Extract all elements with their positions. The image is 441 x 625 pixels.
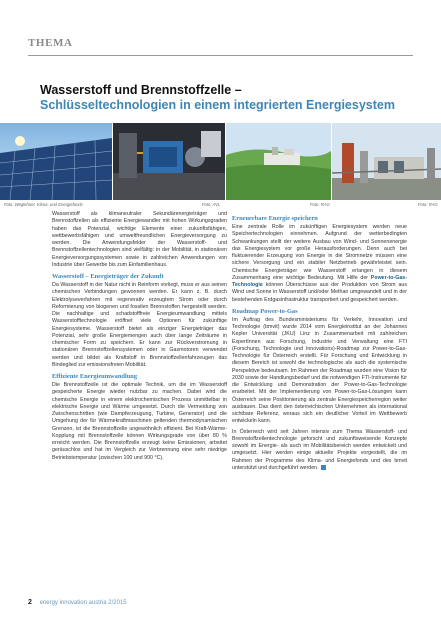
- article-title: Wasserstoff und Brennstoffzelle –: [40, 83, 242, 97]
- paragraph: Da Wasserstoff in der Natur nicht in Reinform vorliegt, muss er aus seinen chemischen Verbindungen gewonnen werden. Er kann z. B. durch Elektrolyseverfahren mit regenerativ erzeugtem Strom oder durch Reformierung von biogenen und fossilen Brennstoffen hergestellt werden. Die nachhaltige und schadstofffreie Energieumwandlung mittels Wasserstofftechnologie eröffnet viele Optionen für zukünftige Energiesysteme. Wasserstoff bietet als einziger Energieträger das Potenzial, sehr große Energiemengen auch über lange Zeiträume in chemischer Form zu speichern. Er kann zur Rückverstromung in stationären Brennstoffzellensystemen oder in Gasmotoren verwendet werden und bildet als Kraftstoff in Brennstoffzellenfahrzeugen das Bindeglied zur emissionsfreien Mobilität.: [52, 282, 227, 368]
- photo-test-rig: [113, 123, 225, 200]
- section-label: THEMA: [28, 37, 73, 49]
- photo-credit: Foto: Weglehner, Klima- und Energiefonds: [4, 202, 83, 207]
- section-heading: Erneuerbare Energie speichern: [232, 215, 318, 222]
- photo-credit: Foto: RAG: [418, 202, 438, 207]
- photo-industrial-site: [332, 123, 441, 200]
- section-heading: Roadmap Power-to-Gas: [232, 307, 298, 315]
- section-heading: Effiziente Energieumwandlung: [52, 373, 138, 380]
- photo-solar-panels: [0, 123, 112, 200]
- paragraph-text: können Überschüsse aus der Produktion von Strom aus Wind und Sonne in Wasserstoff und/oder Methan umgewandelt und in der bestehenden Erdgasinfrastruktur transportiert und gespeichert werden.: [232, 282, 407, 303]
- page-number: 2: [28, 599, 32, 606]
- page-footer: [28, 599, 127, 606]
- paragraph-text: Eine zentrale Rolle im zukünftigen Energiesystem werden neue Speichertechnologien einnehmen. Aufgrund der wetterbedingten Schwankungen stellt der weitere Ausbau von Wind- und Sonnenenergie das Energiesystem vor große Herausforderungen. Denn auch bei fluktuierender Erzeugung von Energie in die Stromnetze müssen eine sichere Versorgung und ein stabiler Netzbetrieb gewährleistet sein. Chemische Energieträger wie Wasserstoff erlangen in diesem Zusammenhang eine wichtige Bedeutung. Mit Hilfe der: [232, 224, 407, 281]
- photo-landscape-plant: [226, 123, 331, 200]
- paragraph: [232, 224, 407, 304]
- left-column: [52, 211, 227, 465]
- end-mark-icon: [321, 465, 326, 470]
- right-column: [232, 211, 407, 475]
- photo-credit: Foto: AVL: [202, 202, 221, 207]
- highlight-term: Power-to-Gas-Technologie: [232, 274, 407, 288]
- section-heading: Wasserstoff – Energieträger der Zukunft: [52, 273, 164, 280]
- paragraph: Wasserstoff als klimaneutraler Sekundärenergieträger und Brennstoffzellen als effiziente Energiewandler mit hohen Wirkungsgraden haben das Potenzial, wichtige Elemente einer zukunftsfähigen, wettbewerbsfähigen und umweltfreundlichen Energieversorgung zu werden. Die Anwendungsfelder der Wasserstoff- und Brennstoffzellentechnologien sind vielfältig: in der Mobilität, in stationären Energieversorgungssystemen sowie in zahlreichen Anwendungen von Industrie über Gewerbe bis zum Einfamilienhaus.: [52, 211, 227, 268]
- header-rule: [28, 55, 413, 56]
- paragraph: Die Brennstoffzelle ist die optimale Technik, um die im Wasserstoff gespeicherte Energie wieder nutzbar zu machen. Dabei wird die chemische Energie in einem elektrochemischen Prozess unmittelbar in elektrische Energie und Wärme umgesetzt. Durch die Vermeidung von Zwischenschritten (wie Dampferzeugung, Turbine, Generator) und die Umgehung der für Wärmekraftmaschinen geltenden thermodynamischen Grenzen, ist die Brennstoffzelle ungewöhnlich effizient. Bei Kraft-Wärme-Kopplung mit Brennstoffzelle können Wirkungsgrade von über 80 % erreicht werden. Die Brennstoffzelle erzeugt keine Emissionen, arbeitet geräuschlos und hat im Vergleich zur Verbrennung eine sehr niedrige Betriebstemperatur (zwischen 100 und 900 °C).: [52, 382, 227, 461]
- publication-name: energy innovation austria 2/2015: [39, 600, 127, 606]
- paragraph: Im Auftrag des Bundesministeriums für Verkehr, Innovation und Technologie (bmvit) wurde 2014 vom Energieinstitut an der Johannes Kepler Universität (JKU) Linz in Zusammenarbeit mit zahlreichen ExpertInnen aus Forschung, Industrie und Verwaltung eine FTI (Forschung, Technologie und Innovations)-Roadmap zur Power-to-Gas-Technologie für Österreich erstellt. Für Forschung und Entwicklung in diesem Bereich ist sowohl die technologische als auch die systemische Perspektive bedeutsam. Im Rahmen der Roadmap wurden eine Vision für 2030 sowie der Handlungsbedarf und die notwendigen FTI-Instrumente für die Entwicklung und Demonstration der Power-to-Gas-Technologie erarbeitet. Mit der Implementierung von Power-to-Gas-Lösungen kann Österreich seine Positionierung als zentrale Energiespeicherregion weiter ausbauen. Das dient den österreichischen Unternehmen als international sichtbare Referenz, woraus sich ein deutlicher Vorteil im Wettbewerb entwickeln kann.: [232, 316, 407, 425]
- article-subtitle: Schlüsseltechnologien in einem integrierten Energiesystem: [40, 98, 395, 112]
- paragraph: [232, 429, 407, 473]
- paragraph-text: In Österreich wird seit Jahren intensiv zum Thema Wasserstoff- und Brennstoffzellentechnologie geforscht und zukunftsweisende Konzepte sowohl im Energie- als auch im Mobilitätsbereich werden entwickelt und umgesetzt. Hier werden einige aktuelle Projekte vorgestellt, die im Rahmen der Programme des Klima- und Energiefonds und des bmvit unterstützt und durchgeführt werden.: [232, 428, 407, 471]
- photo-credit: Foto: RAG: [310, 202, 330, 207]
